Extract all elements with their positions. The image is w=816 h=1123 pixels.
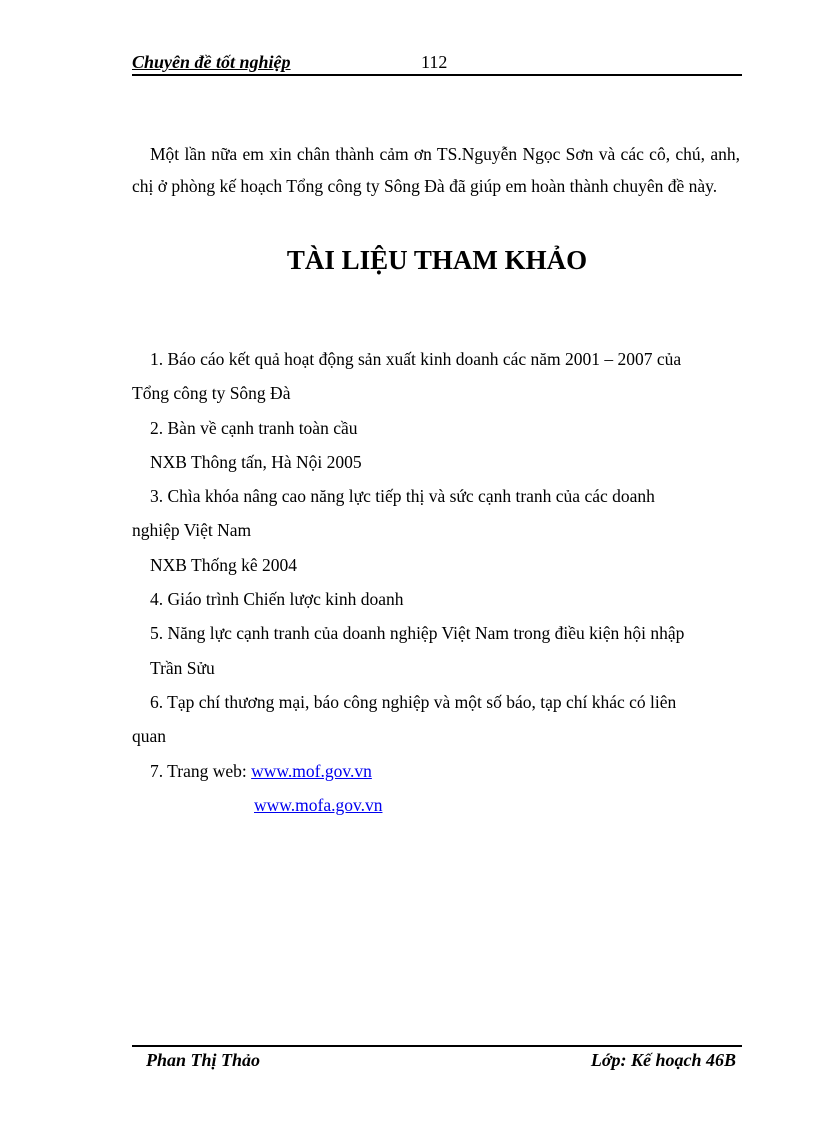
web-label: 7. Trang web: — [150, 760, 252, 781]
reference-line: 1. Báo cáo kết quả hoạt động sản xuất kinh doanh các năm 2001 – 2007 của — [150, 349, 682, 369]
reference-line: Tổng công ty Sông Đà — [132, 383, 291, 404]
page-header — [132, 52, 742, 76]
footer-author: Phan Thị Thảo — [146, 1050, 261, 1070]
page-number: 112 — [421, 52, 448, 72]
reference-line: 2. Bàn về cạnh tranh toàn cầu — [150, 417, 358, 438]
reference-line: Trần Sửu — [150, 657, 215, 678]
reference-line: quan — [132, 726, 167, 747]
references-list — [132, 342, 740, 822]
reference-line: 6. Tạp chí thương mại, báo công nghiệp và một số báo, tạp chí khác có liên — [150, 691, 677, 712]
link-mofa[interactable]: www.mofa.gov.vn — [254, 794, 383, 815]
reference-line: NXB Thông tấn, Hà Nội 2005 — [150, 451, 362, 472]
reference-line: NXB Thống kê 2004 — [150, 554, 297, 575]
reference-line: nghiệp Việt Nam — [132, 520, 252, 541]
web-reference-line — [132, 788, 740, 822]
header-title: Chuyên đề tốt nghiệp — [132, 52, 291, 72]
footer-rule — [132, 1045, 742, 1047]
link-mof[interactable]: www.mof.gov.vn — [251, 760, 372, 781]
reference-line: 4. Giáo trình Chiến lược kinh doanh — [150, 589, 404, 610]
footer-class: Lớp: Kế hoạch 46B — [590, 1050, 736, 1070]
reference-line: 3. Chìa khóa nâng cao năng lực tiếp thị và sức cạnh tranh của các doanh — [150, 486, 655, 507]
references-heading: TÀI LIỆU THAM KHẢO — [286, 245, 588, 275]
intro-paragraph: Một lần nữa em xin chân thành cảm ơn TS.Nguyễn Ngọc Sơn và các cô, chú, anh, chị ở phòng kế hoạch Tổng công ty Sông Đà đã giúp em hoàn thành chuyên đề này. — [132, 144, 740, 196]
header-rule — [132, 74, 742, 76]
reference-line: 5. Năng lực cạnh tranh của doanh nghiệp Việt Nam trong điều kiện hội nhập — [150, 623, 685, 644]
web-reference-line — [132, 754, 740, 788]
